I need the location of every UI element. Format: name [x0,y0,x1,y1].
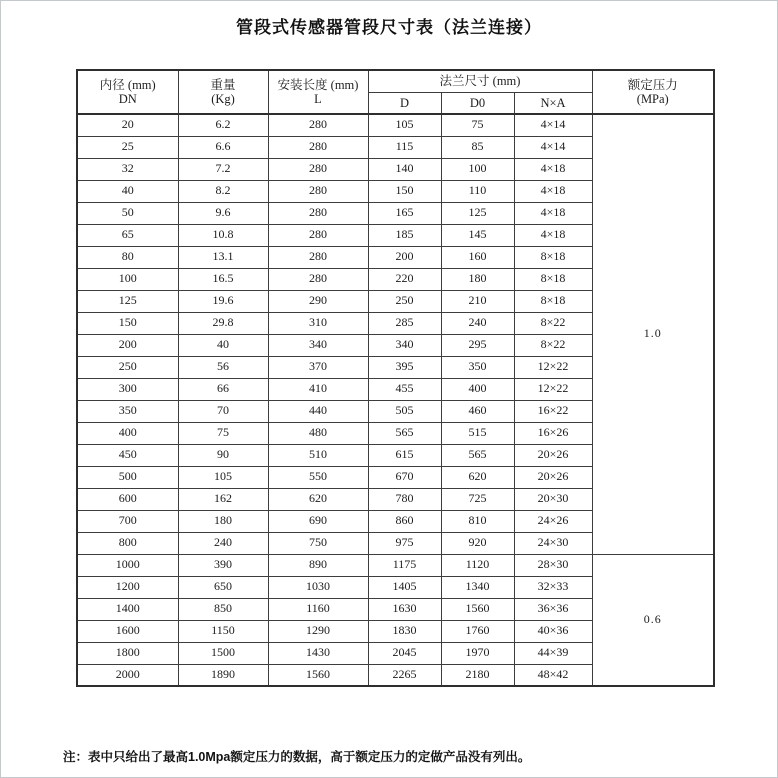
cell-install-length: 280 [268,114,368,136]
table-header [77,70,714,114]
cell-weight: 8.2 [178,180,268,202]
cell-flange-nxa: 16×22 [514,400,592,422]
cell-inner-diameter: 450 [77,444,178,466]
cell-flange-nxa: 12×22 [514,356,592,378]
cell-flange-d: 115 [368,136,441,158]
cell-flange-nxa: 4×14 [514,136,592,158]
cell-weight: 390 [178,554,268,576]
cell-flange-d: 395 [368,356,441,378]
cell-flange-nxa: 44×39 [514,642,592,664]
cell-install-length: 890 [268,554,368,576]
cell-install-length: 440 [268,400,368,422]
cell-flange-d0: 110 [441,180,514,202]
cell-flange-d: 1830 [368,620,441,642]
cell-weight: 1500 [178,642,268,664]
cell-flange-d: 250 [368,290,441,312]
cell-install-length: 750 [268,532,368,554]
cell-flange-nxa: 8×22 [514,312,592,334]
cell-flange-nxa: 8×18 [514,290,592,312]
cell-weight: 90 [178,444,268,466]
cell-flange-d0: 160 [441,246,514,268]
cell-inner-diameter: 50 [77,202,178,224]
header-inner-diameter-line1: 内径 (mm) [99,77,156,92]
cell-inner-diameter: 500 [77,466,178,488]
header-install-length-line2: L [314,92,322,106]
header-weight-line2: (Kg) [211,92,235,106]
cell-flange-d0: 75 [441,114,514,136]
cell-flange-d: 150 [368,180,441,202]
cell-inner-diameter: 40 [77,180,178,202]
header-flange-d0: D0 [441,92,514,114]
cell-install-length: 370 [268,356,368,378]
header-flange-nxa: N×A [514,92,592,114]
cell-flange-d: 220 [368,268,441,290]
cell-weight: 10.8 [178,224,268,246]
cell-inner-diameter: 1000 [77,554,178,576]
cell-install-length: 280 [268,136,368,158]
header-weight [178,70,268,114]
cell-flange-d0: 1120 [441,554,514,576]
cell-inner-diameter: 200 [77,334,178,356]
cell-flange-d: 165 [368,202,441,224]
cell-inner-diameter: 350 [77,400,178,422]
cell-flange-d: 105 [368,114,441,136]
pipe-dimension-table [76,69,715,687]
cell-flange-d: 1175 [368,554,441,576]
cell-flange-d0: 210 [441,290,514,312]
cell-inner-diameter: 125 [77,290,178,312]
cell-flange-d0: 1340 [441,576,514,598]
cell-weight: 1150 [178,620,268,642]
cell-flange-d: 565 [368,422,441,444]
cell-inner-diameter: 800 [77,532,178,554]
cell-flange-d0: 145 [441,224,514,246]
page-title: 管段式传感器管段尺寸表（法兰连接） [236,18,542,37]
cell-install-length: 280 [268,202,368,224]
cell-weight: 40 [178,334,268,356]
cell-weight: 6.2 [178,114,268,136]
header-install-length-line1: 安装长度 (mm) [277,77,359,92]
header-rated-pressure [592,70,714,114]
header-weight-line1: 重量 [210,77,236,92]
cell-install-length: 290 [268,290,368,312]
cell-weight: 6.6 [178,136,268,158]
cell-weight: 180 [178,510,268,532]
cell-inner-diameter: 80 [77,246,178,268]
cell-weight: 240 [178,532,268,554]
cell-flange-nxa: 4×18 [514,224,592,246]
cell-flange-d: 1630 [368,598,441,620]
header-inner-diameter [77,70,178,114]
cell-inner-diameter: 600 [77,488,178,510]
cell-flange-nxa: 20×30 [514,488,592,510]
cell-flange-d0: 460 [441,400,514,422]
cell-flange-d: 140 [368,158,441,180]
cell-weight: 850 [178,598,268,620]
cell-inner-diameter: 700 [77,510,178,532]
cell-flange-d: 200 [368,246,441,268]
cell-weight: 75 [178,422,268,444]
cell-install-length: 310 [268,312,368,334]
cell-install-length: 1030 [268,576,368,598]
cell-inner-diameter: 1200 [77,576,178,598]
cell-flange-d: 615 [368,444,441,466]
header-flange-d: D [368,92,441,114]
cell-inner-diameter: 300 [77,378,178,400]
cell-rated-pressure: 1.0 [592,114,714,554]
cell-flange-nxa: 20×26 [514,444,592,466]
cell-install-length: 550 [268,466,368,488]
cell-weight: 13.1 [178,246,268,268]
cell-install-length: 690 [268,510,368,532]
cell-inner-diameter: 2000 [77,664,178,686]
cell-flange-d0: 810 [441,510,514,532]
cell-flange-nxa: 4×18 [514,158,592,180]
cell-flange-d0: 125 [441,202,514,224]
table-row [77,554,714,576]
cell-flange-d0: 1760 [441,620,514,642]
cell-flange-d0: 565 [441,444,514,466]
cell-flange-nxa: 4×18 [514,202,592,224]
cell-install-length: 340 [268,334,368,356]
cell-flange-d0: 620 [441,466,514,488]
cell-flange-d0: 2180 [441,664,514,686]
cell-inner-diameter: 400 [77,422,178,444]
cell-weight: 1890 [178,664,268,686]
cell-inner-diameter: 250 [77,356,178,378]
cell-flange-d: 670 [368,466,441,488]
cell-inner-diameter: 25 [77,136,178,158]
cell-install-length: 280 [268,268,368,290]
cell-weight: 650 [178,576,268,598]
cell-flange-nxa: 40×36 [514,620,592,642]
cell-flange-d0: 515 [441,422,514,444]
cell-flange-d: 455 [368,378,441,400]
cell-weight: 19.6 [178,290,268,312]
cell-weight: 7.2 [178,158,268,180]
cell-weight: 9.6 [178,202,268,224]
cell-flange-nxa: 8×22 [514,334,592,356]
cell-install-length: 280 [268,246,368,268]
cell-weight: 70 [178,400,268,422]
footnote: 注：表中只给出了最高1.0Mpa额定压力的数据，高于额定压力的定做产品没有列出。 [63,750,531,764]
cell-flange-d0: 295 [441,334,514,356]
header-install-length [268,70,368,114]
cell-flange-d0: 400 [441,378,514,400]
cell-flange-d0: 920 [441,532,514,554]
cell-flange-d: 2265 [368,664,441,686]
cell-install-length: 480 [268,422,368,444]
cell-flange-d: 860 [368,510,441,532]
cell-flange-d: 285 [368,312,441,334]
table-body [77,114,714,686]
cell-flange-d: 1405 [368,576,441,598]
cell-install-length: 1430 [268,642,368,664]
cell-inner-diameter: 150 [77,312,178,334]
table-row [77,114,714,136]
cell-flange-d: 505 [368,400,441,422]
cell-flange-d0: 240 [441,312,514,334]
header-flange-size-group: 法兰尺寸 (mm) [368,70,592,92]
header-row-1 [77,70,714,92]
cell-inner-diameter: 20 [77,114,178,136]
cell-flange-nxa: 24×30 [514,532,592,554]
cell-install-length: 280 [268,180,368,202]
cell-weight: 105 [178,466,268,488]
cell-inner-diameter: 32 [77,158,178,180]
cell-install-length: 1290 [268,620,368,642]
cell-flange-nxa: 32×33 [514,576,592,598]
cell-flange-nxa: 16×26 [514,422,592,444]
cell-flange-d: 975 [368,532,441,554]
cell-flange-d0: 350 [441,356,514,378]
header-rated-pressure-line2: (MPa) [636,92,669,106]
cell-install-length: 1160 [268,598,368,620]
cell-flange-nxa: 4×14 [514,114,592,136]
cell-flange-nxa: 36×36 [514,598,592,620]
cell-install-length: 280 [268,224,368,246]
cell-flange-d0: 85 [441,136,514,158]
cell-flange-d0: 725 [441,488,514,510]
cell-flange-d: 2045 [368,642,441,664]
cell-flange-nxa: 4×18 [514,180,592,202]
cell-flange-d: 340 [368,334,441,356]
cell-flange-nxa: 20×26 [514,466,592,488]
cell-flange-d0: 1560 [441,598,514,620]
cell-weight: 162 [178,488,268,510]
header-inner-diameter-line2: DN [118,92,137,106]
cell-install-length: 280 [268,158,368,180]
cell-install-length: 510 [268,444,368,466]
cell-flange-d0: 100 [441,158,514,180]
cell-weight: 66 [178,378,268,400]
cell-install-length: 1560 [268,664,368,686]
cell-flange-d: 185 [368,224,441,246]
cell-inner-diameter: 1800 [77,642,178,664]
cell-weight: 29.8 [178,312,268,334]
cell-install-length: 410 [268,378,368,400]
cell-install-length: 620 [268,488,368,510]
cell-inner-diameter: 1400 [77,598,178,620]
cell-flange-d0: 1970 [441,642,514,664]
cell-weight: 56 [178,356,268,378]
cell-flange-d0: 180 [441,268,514,290]
cell-flange-d: 780 [368,488,441,510]
cell-flange-nxa: 8×18 [514,268,592,290]
header-rated-pressure-line1: 额定压力 [627,77,678,92]
cell-rated-pressure: 0.6 [592,554,714,686]
cell-flange-nxa: 48×42 [514,664,592,686]
cell-flange-nxa: 12×22 [514,378,592,400]
cell-weight: 16.5 [178,268,268,290]
cell-inner-diameter: 65 [77,224,178,246]
cell-flange-nxa: 28×30 [514,554,592,576]
cell-inner-diameter: 1600 [77,620,178,642]
cell-flange-nxa: 24×26 [514,510,592,532]
cell-flange-nxa: 8×18 [514,246,592,268]
cell-inner-diameter: 100 [77,268,178,290]
